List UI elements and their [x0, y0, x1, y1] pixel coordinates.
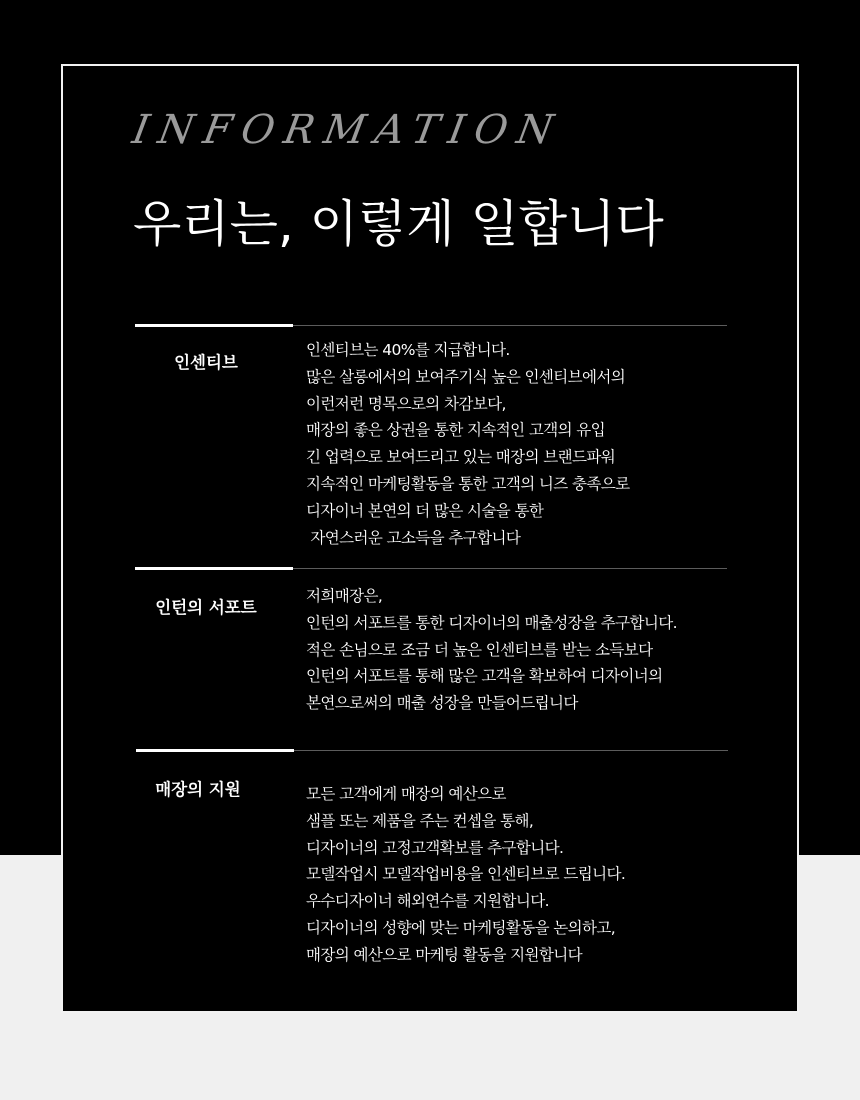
- section-accent-bar: [136, 749, 294, 752]
- section-body: [306, 337, 629, 551]
- eyebrow-script-title: INFORMATION: [128, 107, 567, 153]
- body-line: 샘플 또는 제품을 주는 컨셉을 통해,: [306, 811, 534, 830]
- body-line: 본연으로써의 매출 성장을 만들어드립니다: [306, 694, 578, 713]
- body-line: 매장의 좋은 상권을 통한 지속적인 고객의 유입: [306, 421, 606, 440]
- body-line: 매장의 예산으로 마케팅 활동을 지원합니다: [306, 945, 583, 964]
- body-line: 저희매장은,: [306, 587, 383, 605]
- section-incentive: [135, 325, 727, 565]
- body-line: 지속적인 마케팅활동을 통한 고객의 니즈 충족으로: [306, 474, 630, 493]
- body-line: 이런저런 명목으로의 차감보다,: [306, 394, 506, 413]
- section-accent-bar: [135, 324, 293, 327]
- section-label: 인턴의 서포트: [155, 598, 257, 617]
- body-line: 모든 고객에게 매장의 예산으로: [306, 785, 506, 803]
- section-accent-bar: [135, 567, 293, 570]
- body-line: 인턴의 서포트를 통해 많은 고객을 확보하여 디자이너의: [306, 667, 663, 686]
- body-line: 디자이너의 고정고객확보를 추구합니다.: [306, 838, 564, 857]
- body-line: 디자이너 본연의 더 많은 시술을 통한: [306, 501, 544, 520]
- body-line: 자연스러운 고소득을 추구합니다: [306, 528, 521, 547]
- section-body: [306, 781, 625, 969]
- section-intern-support: [135, 568, 727, 748]
- section-label: 매장의 지원: [155, 780, 241, 799]
- body-line: 인턴의 서포트를 통한 디자이너의 매출성장을 추구합니다.: [306, 613, 677, 632]
- body-line: 긴 업력으로 보여드리고 있는 매장의 브랜드파워: [306, 448, 616, 467]
- body-line: 우수디자이너 해외연수를 지원합니다.: [306, 892, 549, 911]
- body-line: 디자이너의 성향에 맞는 마케팅활동을 논의하고,: [306, 918, 616, 937]
- page-title: 우리는, 이렇게 일합니다: [133, 195, 664, 253]
- section-body: [306, 583, 677, 717]
- body-line: 인센티브는 40%를 지급합니다.: [306, 341, 510, 359]
- body-line: 많은 살롱에서의 보여주기식 높은 인센티브에서의: [306, 367, 626, 386]
- body-line: 모델작업시 모델작업비용을 인센티브로 드립니다.: [306, 865, 626, 884]
- information-card: [61, 64, 799, 1013]
- section-label: 인센티브: [174, 353, 238, 372]
- body-line: 적은 손님으로 조금 더 높은 인센티브를 받는 소득보다: [306, 640, 653, 659]
- section-store-support: [136, 750, 728, 990]
